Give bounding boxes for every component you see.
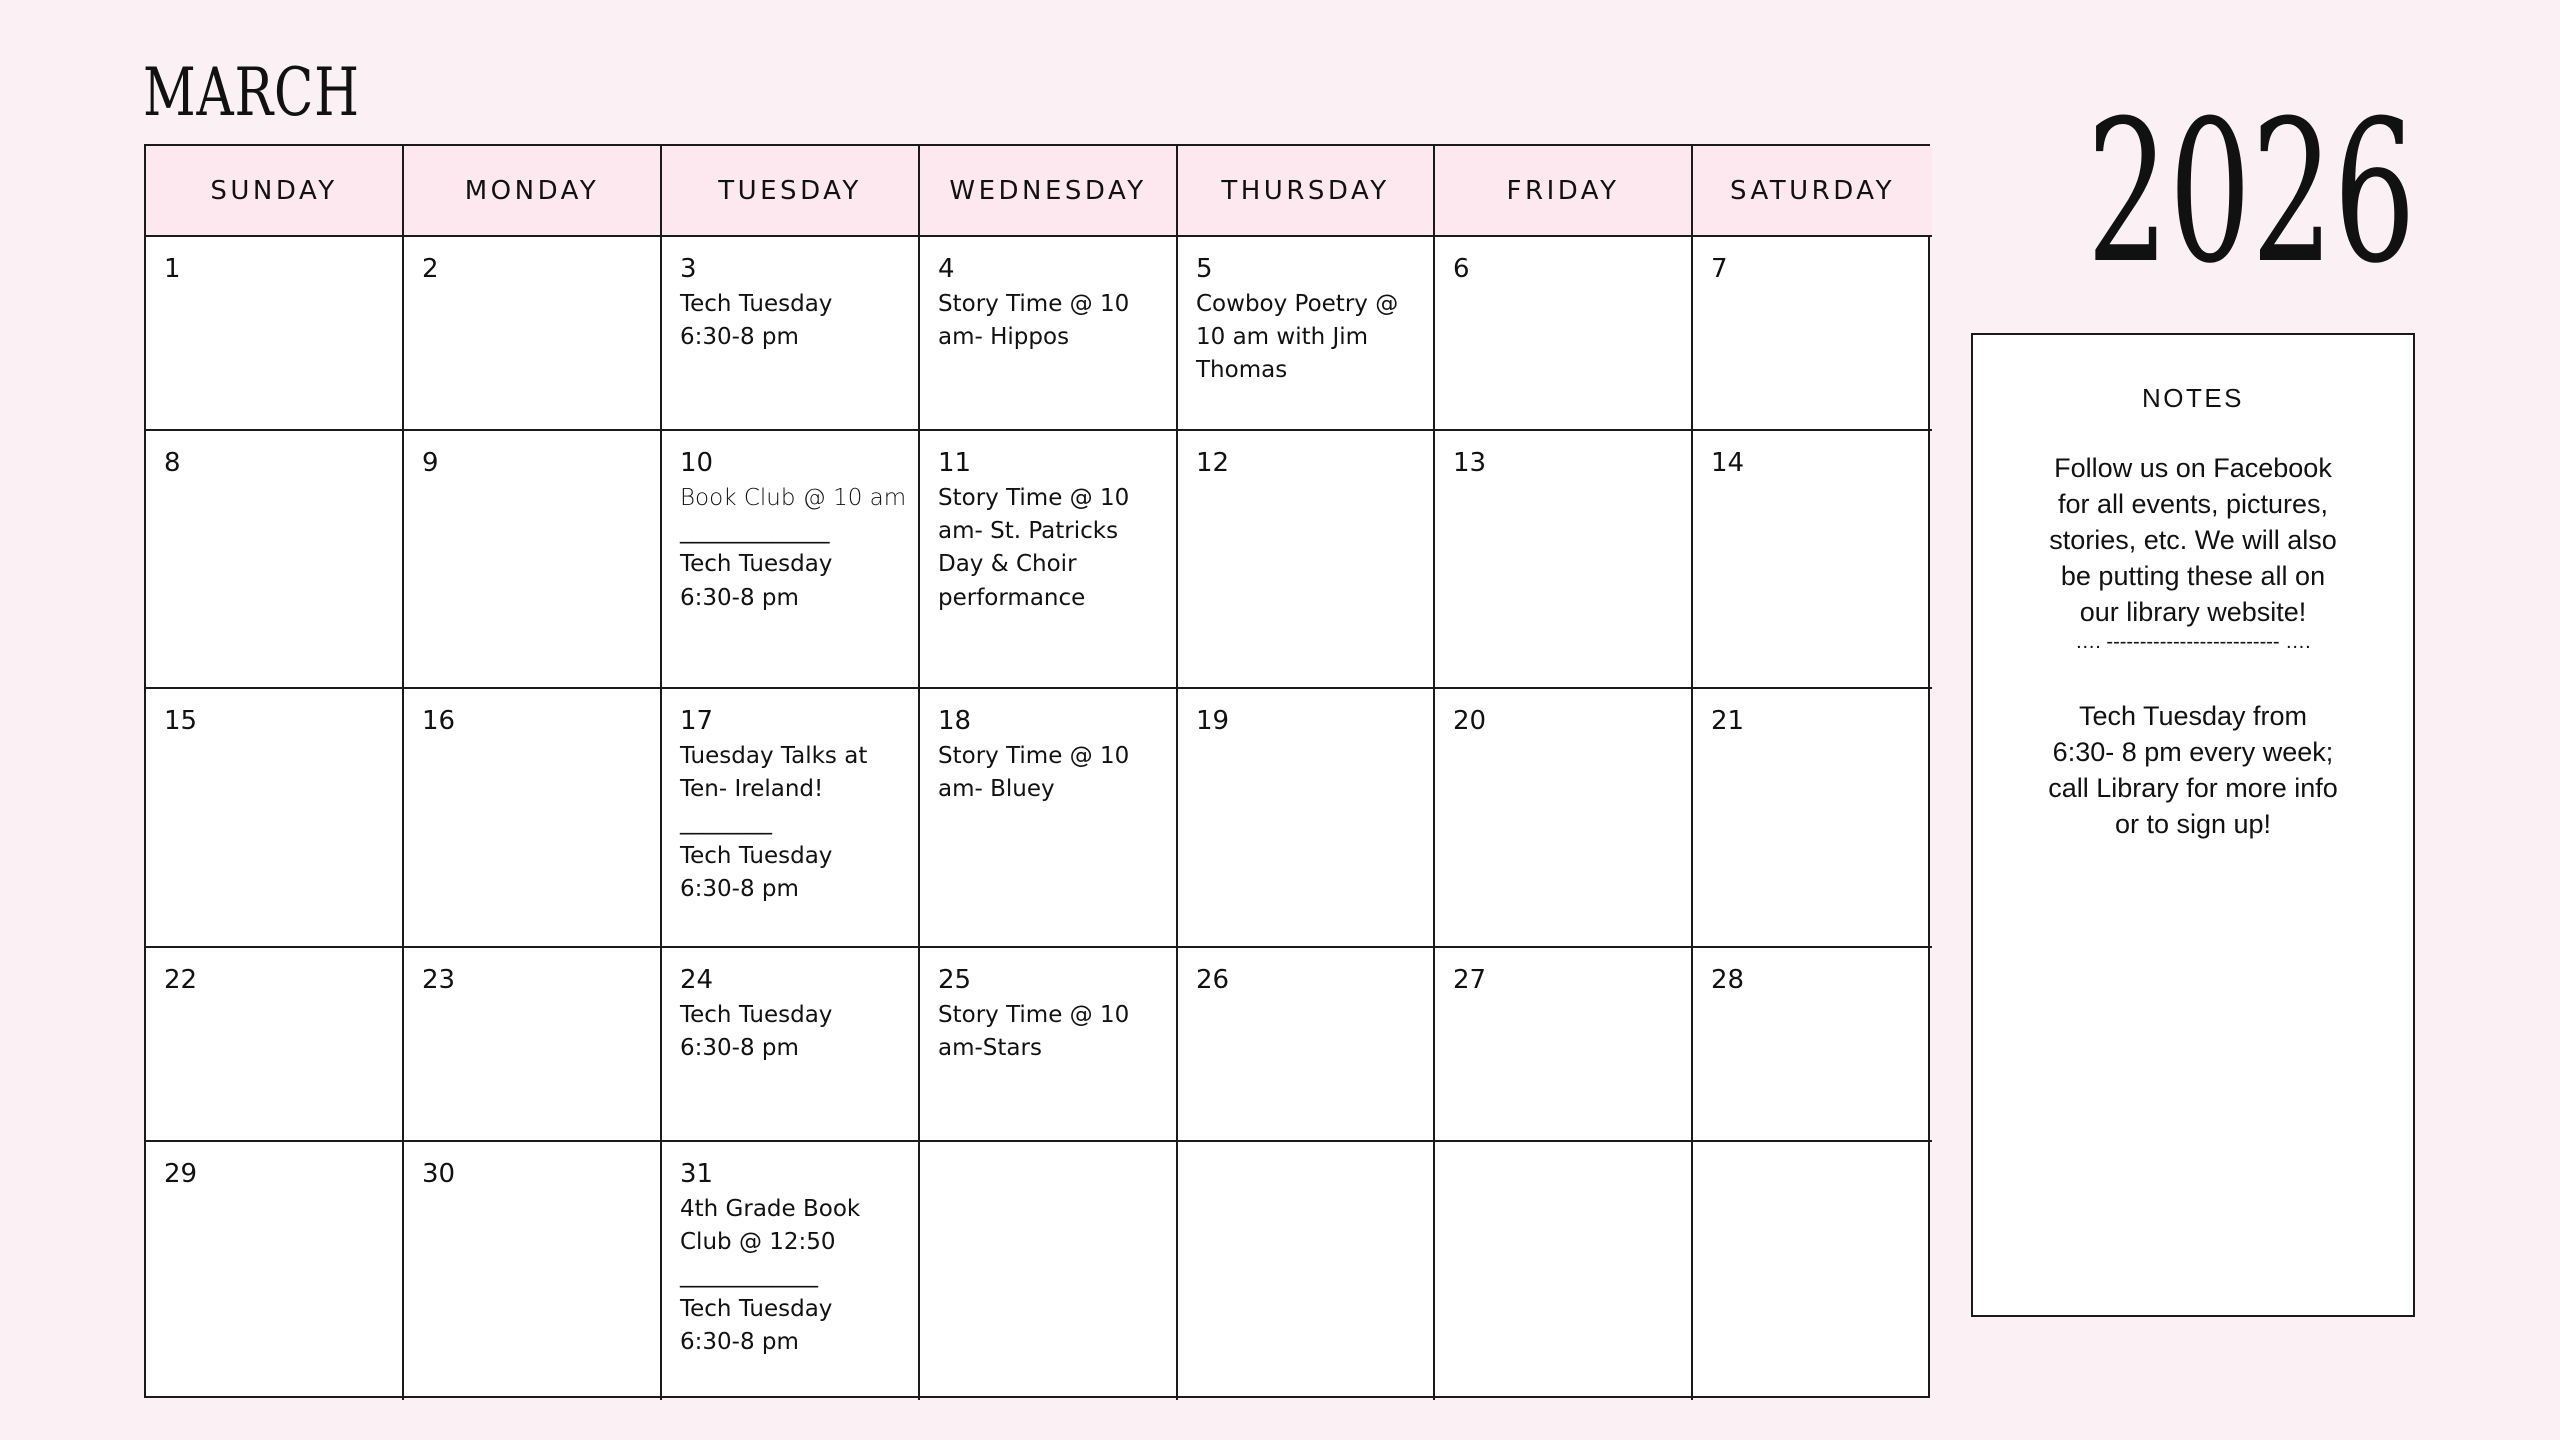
day-cell: [662, 237, 920, 431]
day-number: 14: [1711, 448, 1745, 478]
day-cell: [404, 948, 662, 1142]
day-number: 6: [1453, 254, 1470, 284]
event-text: Tech Tuesday 6:30-8 pm: [680, 551, 833, 611]
event-text: Book Club @ 10 am: [680, 484, 907, 511]
event-text: Story Time @ 10 am- Bluey: [938, 742, 1130, 802]
day-cell: [662, 431, 920, 689]
event-divider: ________: [680, 809, 772, 836]
day-number: 17: [680, 706, 714, 736]
day-cell: [404, 237, 662, 431]
event-text: Tuesday Talks at Ten- Ireland!: [680, 742, 868, 802]
notes-paragraph: Tech Tuesday from 6:30- 8 pm every week; call Library for more info or to sign up!: [2048, 701, 2338, 839]
day-cell: [1435, 689, 1693, 948]
day-cell: [404, 1142, 662, 1400]
event-text: Cowboy Poetry @ 10 am with Jim Thomas: [1196, 290, 1399, 384]
day-cell: [662, 689, 920, 948]
event-text: Tech Tuesday 6:30-8 pm: [680, 1295, 833, 1355]
event-text: Tech Tuesday 6:30-8 pm: [680, 290, 833, 350]
calendar-grid: [144, 144, 1930, 1398]
empty-day-cell: [1178, 1142, 1435, 1400]
day-cell: [1693, 237, 1932, 431]
day-cell: [1693, 948, 1932, 1142]
weekday-header: SATURDAY: [1693, 146, 1932, 237]
day-cell: [1178, 948, 1435, 1142]
day-number: 16: [422, 706, 456, 736]
day-number: 2: [422, 254, 439, 284]
day-cell: [662, 948, 920, 1142]
day-number: 21: [1711, 706, 1745, 736]
day-number: 1: [164, 254, 181, 284]
weekday-header: THURSDAY: [1178, 146, 1435, 237]
day-number: 22: [164, 965, 198, 995]
day-cell: [1178, 237, 1435, 431]
day-number: 10: [680, 448, 714, 478]
event-divider: _____________: [680, 517, 830, 544]
day-number: 11: [938, 448, 972, 478]
day-cell: [404, 689, 662, 948]
day-cell: [920, 948, 1178, 1142]
day-number: 4: [938, 254, 955, 284]
day-number: 5: [1196, 254, 1213, 284]
day-number: 7: [1711, 254, 1728, 284]
weekday-header: WEDNESDAY: [920, 146, 1178, 237]
day-cell: [1178, 431, 1435, 689]
notes-panel: [1971, 333, 2415, 1317]
event-divider: ____________: [680, 1262, 818, 1289]
day-number: 8: [164, 448, 181, 478]
day-number: 19: [1196, 706, 1230, 736]
day-cell: [404, 431, 662, 689]
event-text: 4th Grade Book Club @ 12:50: [680, 1195, 861, 1255]
day-cell: [920, 689, 1178, 948]
empty-day-cell: [920, 1142, 1178, 1400]
day-cell: [146, 237, 404, 431]
day-cell: [1693, 689, 1932, 948]
empty-day-cell: [1693, 1142, 1932, 1400]
weekday-header: FRIDAY: [1435, 146, 1693, 237]
day-number: 25: [938, 965, 972, 995]
day-cell: [146, 689, 404, 948]
day-cell: [1693, 431, 1932, 689]
day-cell: [146, 431, 404, 689]
month-title: MARCH: [143, 54, 360, 131]
empty-day-cell: [1435, 1142, 1693, 1400]
day-cell: [662, 1142, 920, 1400]
event-text: Tech Tuesday 6:30-8 pm: [680, 1001, 833, 1061]
day-number: 15: [164, 706, 198, 736]
event-text: Story Time @ 10 am- Hippos: [938, 290, 1130, 350]
day-number: 31: [680, 1159, 714, 1189]
day-cell: [1435, 237, 1693, 431]
day-number: 29: [164, 1159, 198, 1189]
notes-paragraph: Follow us on Facebook for all events, pictures, stories, etc. We will also be putting these all on our library website!: [2049, 453, 2337, 627]
notes-separator: …. -------------------------- ….: [2075, 631, 2311, 653]
weekday-header: MONDAY: [404, 146, 662, 237]
day-number: 9: [422, 448, 439, 478]
day-number: 27: [1453, 965, 1487, 995]
notes-title: NOTES: [2141, 383, 2245, 413]
day-cell: [1435, 431, 1693, 689]
year-title: 2026: [2086, 79, 2416, 307]
day-cell: [1178, 689, 1435, 948]
day-number: 18: [938, 706, 972, 736]
day-number: 28: [1711, 965, 1745, 995]
weekday-header: TUESDAY: [662, 146, 920, 237]
day-cell: [920, 431, 1178, 689]
day-number: 12: [1196, 448, 1230, 478]
day-number: 20: [1453, 706, 1487, 736]
day-cell: [920, 237, 1178, 431]
event-text: Story Time @ 10 am- St. Patricks Day & Choir performance: [938, 484, 1130, 611]
event-text: Tech Tuesday 6:30-8 pm: [680, 842, 833, 902]
day-number: 3: [680, 254, 697, 284]
event-text: Story Time @ 10 am-Stars: [938, 1001, 1130, 1061]
day-number: 13: [1453, 448, 1487, 478]
day-number: 26: [1196, 965, 1230, 995]
day-cell: [146, 1142, 404, 1400]
day-cell: [1435, 948, 1693, 1142]
day-number: 23: [422, 965, 456, 995]
day-number: 30: [422, 1159, 456, 1189]
day-cell: [146, 948, 404, 1142]
day-number: 24: [680, 965, 714, 995]
weekday-header: SUNDAY: [146, 146, 404, 237]
